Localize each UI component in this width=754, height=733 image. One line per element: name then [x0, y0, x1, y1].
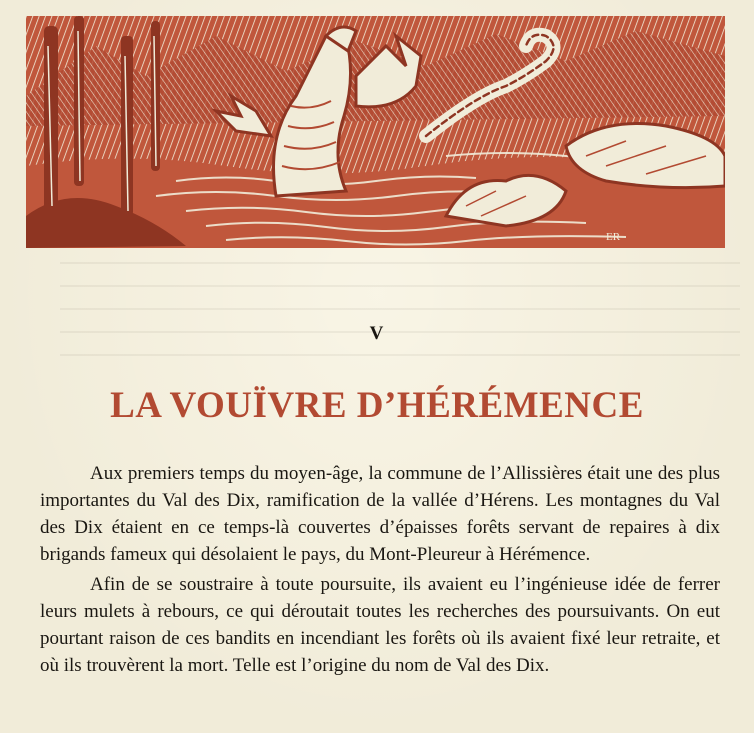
chapter-title: LA VOUÏVRE D’HÉRÉMENCE [110, 385, 644, 426]
wyvern-lake-engraving [26, 16, 725, 248]
show-through-text [60, 262, 740, 362]
artist-signature: ER [606, 231, 621, 243]
header-illustration [26, 16, 725, 248]
chapter-body [40, 460, 720, 679]
paragraph: Aux premiers temps du moyen-âge, la commune de l’Allissières était une des plus importantes du Val des Dix, ramification de la vallée d’Hérens. Les montagnes du Val des Dix étaient en ce temps-là couvertes d’épaisses forêts servant de repaires à dix brigands fameux qui désolaient le pays, du Mont-Pleureur à Hérémence. [40, 463, 720, 565]
paragraph: Afin de se soustraire à toute poursuite, ils avaient eu l’ingénieuse idée de ferrer leurs mulets à rebours, ce qui déroutait toutes les recherches des poursuivants. On eut pourtant raison de ces bandits en incendiant les forêts où ils avaient fixé leur retraite, et où ils trouvèrent la mort. Telle est l’origine du nom de Val des Dix. [40, 574, 720, 676]
chapter-number: V [369, 323, 385, 344]
